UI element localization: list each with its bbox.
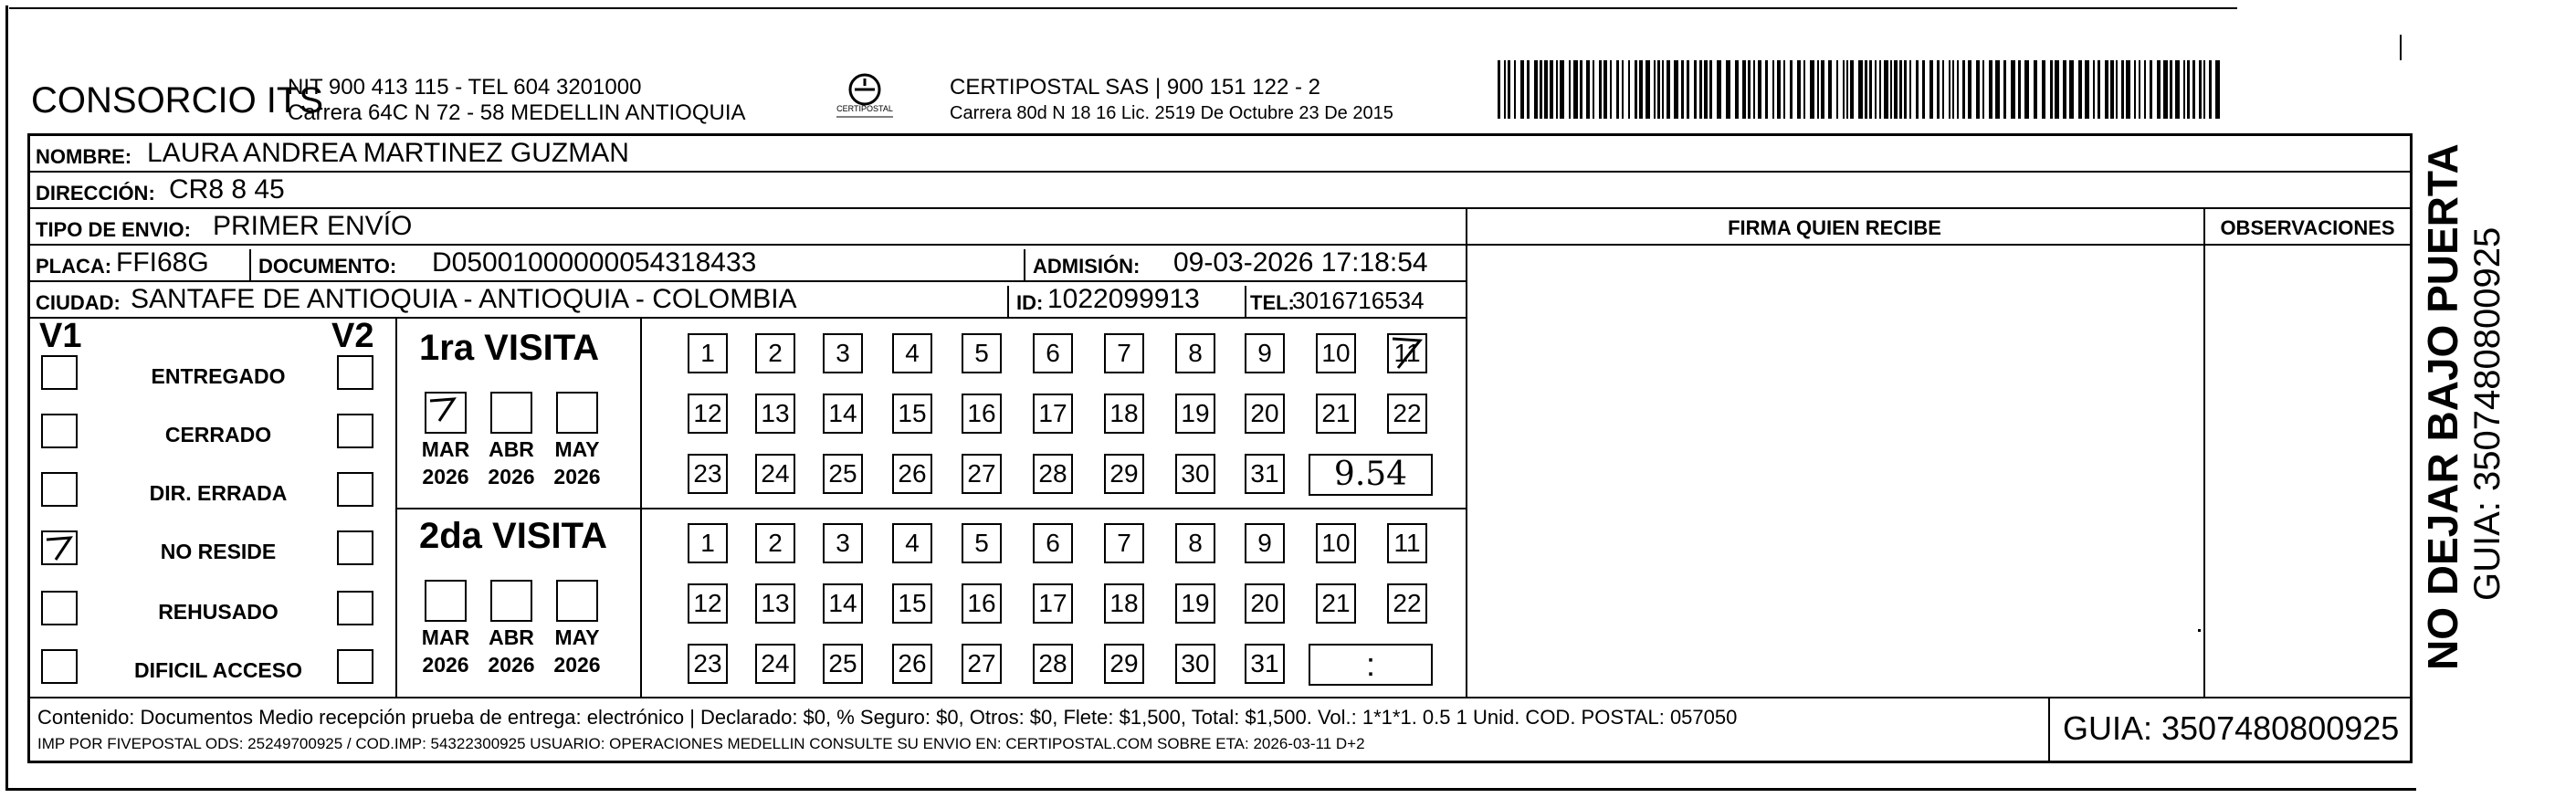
barcode-bar <box>1904 60 1907 119</box>
day-box[interactable]: 5 <box>962 333 1002 373</box>
status-label: ENTREGADO <box>151 364 286 388</box>
ciudad-value: SANTAFE DE ANTIOQUIA - ANTIOQUIA - COLOMBIA <box>131 284 797 314</box>
status-label: REHUSADO <box>158 600 279 624</box>
v1-checkbox[interactable] <box>41 355 78 390</box>
barcode-bar <box>2199 60 2202 119</box>
barcode-bar <box>2018 60 2021 119</box>
row-direccion <box>30 173 2410 209</box>
barcode-bar <box>2175 60 2180 119</box>
day-box[interactable]: 29 <box>1104 454 1144 494</box>
barcode-bar <box>1599 60 1602 119</box>
barcode-bar <box>1586 60 1590 119</box>
carrier-line-2: Carrera 80d N 18 16 Lic. 2519 De Octubre 23 De 2015 <box>950 103 1393 123</box>
barcode-bar <box>1884 60 1888 119</box>
barcode-bar <box>2042 60 2045 119</box>
barcode-bar <box>1879 60 1881 119</box>
day-box[interactable]: 26 <box>892 454 932 494</box>
day-box[interactable]: 21 <box>1316 394 1356 434</box>
v1-checkbox[interactable] <box>41 591 78 625</box>
barcode-bar <box>1520 60 1524 119</box>
barcode-bar <box>2050 60 2053 119</box>
barcode-bar <box>1846 60 1848 119</box>
day-box[interactable]: 2 <box>755 523 795 563</box>
barcode-bar <box>1909 60 1911 119</box>
day-box[interactable]: 23 <box>688 454 728 494</box>
barcode-bar <box>2150 60 2152 119</box>
day-box[interactable]: 20 <box>1245 583 1285 624</box>
id-value: 1022099913 <box>1047 284 1200 314</box>
barcode-bar <box>1681 60 1684 119</box>
footer-guia: GUIA: 3507480800925 <box>2063 709 2400 747</box>
barcode-bar <box>1645 60 1650 119</box>
barcode-bar <box>2011 60 2015 119</box>
day-box[interactable]: 9 <box>1245 333 1285 373</box>
logo-caption: CERTIPOSTAL <box>836 104 893 113</box>
v2-header: V2 <box>331 317 374 355</box>
day-box[interactable]: 18 <box>1104 394 1144 434</box>
company-line-1: NIT 900 413 115 - TEL 604 3201000 <box>288 75 642 100</box>
v2-checkbox[interactable] <box>337 414 373 448</box>
v2-checkbox[interactable] <box>337 530 373 565</box>
day-box[interactable]: 16 <box>962 583 1002 624</box>
side-warning: NO DEJAR BAJO PUERTA <box>2419 143 2466 670</box>
second-visit-title: 2da VISITA <box>419 516 607 556</box>
barcode-bar <box>1753 60 1755 119</box>
speck <box>2198 629 2201 632</box>
v2-checkbox[interactable] <box>337 591 373 625</box>
barcode-bar <box>2215 60 2220 119</box>
barcode-bar <box>2055 60 2059 119</box>
barcode-bar <box>1498 60 1500 119</box>
firma-header: FIRMA QUIEN RECIBE <box>1728 216 1941 239</box>
month-checkbox[interactable] <box>556 392 598 434</box>
day-box[interactable]: 1 <box>688 523 728 563</box>
footer-imp: IMP POR FIVEPOSTAL ODS: 25249700925 / COD.IMP: 54322300925 USUARIO: OPERACIONES MEDELLIN CONSULTE SU ENVIO EN: CERTIPOSTAL.COM SOBRE ETA: 2026-03-11 D+2 <box>37 735 1365 752</box>
barcode-bar <box>1622 60 1624 119</box>
barcode-bar <box>1937 60 1940 119</box>
barcode <box>1498 60 2228 119</box>
day-box[interactable]: 6 <box>1033 333 1073 373</box>
day-box[interactable]: 31 <box>1245 454 1285 494</box>
row-nombre <box>30 136 2410 173</box>
day-box[interactable]: 27 <box>962 644 1002 684</box>
day-box[interactable]: 3 <box>823 333 863 373</box>
barcode-bar <box>1674 60 1678 119</box>
day-box[interactable]: 2 <box>755 333 795 373</box>
barcode-bar <box>1628 60 1630 119</box>
day-box[interactable]: 16 <box>962 394 1002 434</box>
barcode-bar <box>1550 60 1553 119</box>
day-box[interactable]: 3 <box>823 523 863 563</box>
month-checkbox[interactable] <box>490 392 532 434</box>
barcode-bar <box>1843 60 1845 119</box>
barcode-bar <box>1544 60 1548 119</box>
barcode-bar <box>1952 60 1954 119</box>
tel-label: TEL: <box>1250 291 1295 314</box>
second-visit-time[interactable]: : <box>1309 644 1433 686</box>
barcode-bar <box>1573 60 1578 119</box>
row-ciudad <box>30 282 1466 319</box>
day-box[interactable]: 14 <box>823 583 863 624</box>
columns-header-rule <box>1466 244 2410 246</box>
month-checkbox[interactable] <box>425 392 467 434</box>
day-box[interactable]: 1 <box>688 333 728 373</box>
day-box[interactable]: 11 <box>1387 333 1427 373</box>
barcode-bar <box>1765 60 1768 119</box>
divider <box>1007 286 1009 319</box>
barcode-bar <box>1662 60 1664 119</box>
footer-contenido: Contenido: Documentos Medio recepción prueba de entrega: electrónico | Declarado: $0, % Seguro: $0, Otros: $0, Flete: $1,500, Total: $1,500. Vol.: 1*1*1. 0.5 1 Unid. COD. POSTAL: 057050 <box>37 706 1738 729</box>
barcode-bar <box>1869 60 1872 119</box>
barcode-bar <box>1797 60 1801 119</box>
barcode-bar <box>1508 60 1510 119</box>
first-visit-time[interactable]: 9.54 <box>1309 454 1433 496</box>
day-box[interactable]: 25 <box>823 454 863 494</box>
barcode-bar <box>1875 60 1877 119</box>
barcode-bar <box>1534 60 1538 119</box>
barcode-bar <box>1667 60 1670 119</box>
barcode-bar <box>1717 60 1721 119</box>
barcode-bar <box>2069 60 2074 119</box>
barcode-bar <box>1817 60 1819 119</box>
tipo-value: PRIMER ENVÍO <box>213 211 413 241</box>
corner-tick <box>2400 35 2402 60</box>
nombre-value: LAURA ANDREA MARTINEZ GUZMAN <box>147 138 629 168</box>
barcode-bar <box>2085 60 2089 119</box>
barcode-bar <box>1603 60 1607 119</box>
day-box[interactable]: 27 <box>962 454 1002 494</box>
barcode-bar <box>1810 60 1814 119</box>
status-label: DIR. ERRADA <box>149 481 288 505</box>
company-line-2: Carrera 64C N 72 - 58 MEDELLIN ANTIOQUIA <box>288 100 746 125</box>
visits-divider <box>395 508 1466 509</box>
day-box[interactable]: 11 <box>1387 523 1427 563</box>
barcode-bar <box>1865 60 1867 119</box>
day-box[interactable]: 25 <box>823 644 863 684</box>
barcode-bar <box>1527 60 1530 119</box>
first-visit-title: 1ra VISITA <box>419 328 600 368</box>
day-box[interactable]: 18 <box>1104 583 1144 624</box>
documento-label: DOCUMENTO: <box>258 255 397 278</box>
barcode-bar <box>1758 60 1761 119</box>
barcode-bar <box>2098 60 2100 119</box>
barcode-bar <box>1916 60 1919 119</box>
v2-checkbox[interactable] <box>337 649 373 684</box>
barcode-bar <box>2203 60 2205 119</box>
barcode-bar <box>2116 60 2118 119</box>
barcode-bar <box>1790 60 1793 119</box>
day-box[interactable]: 9 <box>1245 523 1285 563</box>
barcode-bar <box>1699 60 1702 119</box>
day-box[interactable]: 8 <box>1175 523 1215 563</box>
barcode-bar <box>1899 60 1902 119</box>
day-box[interactable]: 21 <box>1316 583 1356 624</box>
divider <box>1245 286 1246 319</box>
day-box[interactable]: 26 <box>892 644 932 684</box>
barcode-bar <box>1821 60 1824 119</box>
day-box[interactable]: 10 <box>1316 333 1356 373</box>
day-box[interactable]: 17 <box>1033 394 1073 434</box>
day-box[interactable]: 30 <box>1175 454 1215 494</box>
ciudad-label: CIUDAD: <box>36 291 121 314</box>
barcode-bar <box>1929 60 1933 119</box>
barcode-bar <box>1982 60 1984 119</box>
barcode-bar <box>2024 60 2029 119</box>
barcode-bar <box>2034 60 2037 119</box>
status-label: NO RESIDE <box>160 540 277 563</box>
observaciones-header: OBSERVACIONES <box>2220 216 2395 239</box>
barcode-bar <box>1995 60 2000 119</box>
month-checkbox[interactable] <box>490 580 532 622</box>
barcode-bar <box>1514 60 1516 119</box>
barcode-bar <box>1976 60 1980 119</box>
day-box[interactable]: 31 <box>1245 644 1285 684</box>
admision-value: 09-03-2026 17:18:54 <box>1173 247 1428 278</box>
v1-checkbox[interactable] <box>41 472 78 507</box>
day-box[interactable]: 8 <box>1175 333 1215 373</box>
nombre-label: NOMBRE: <box>36 145 132 168</box>
barcode-bar <box>1777 60 1781 119</box>
day-box[interactable]: 12 <box>688 394 728 434</box>
barcode-bar <box>1783 60 1785 119</box>
barcode-bar <box>1850 60 1854 119</box>
month-label: ABR 2026 <box>488 625 535 677</box>
barcode-bar <box>2209 60 2212 119</box>
barcode-bar <box>1580 60 1582 119</box>
barcode-bar <box>1858 60 1863 119</box>
day-box[interactable]: 4 <box>892 333 932 373</box>
barcode-bar <box>1890 60 1892 119</box>
barcode-bar <box>1803 60 1805 119</box>
barcode-bar <box>2187 60 2190 119</box>
row-placa <box>30 246 1466 282</box>
v1-checkbox[interactable] <box>41 649 78 684</box>
day-box[interactable]: 5 <box>962 523 1002 563</box>
row-tipo <box>30 209 1466 246</box>
status-label: CERRADO <box>164 423 272 446</box>
tipo-label: TIPO DE ENVIO: <box>36 218 191 241</box>
direccion-value: CR8 8 45 <box>169 174 285 205</box>
month-label: MAY 2026 <box>553 437 601 488</box>
barcode-bar <box>2134 60 2136 119</box>
observaciones-left-border <box>2203 209 2205 697</box>
barcode-bar <box>1962 60 1965 119</box>
month-label: MAR 2026 <box>421 437 470 488</box>
barcode-bar <box>1742 60 1746 119</box>
placa-value: FFI68G <box>116 247 209 278</box>
barcode-bar <box>1828 60 1832 119</box>
barcode-bar <box>2121 60 2124 119</box>
day-box[interactable]: 24 <box>755 644 795 684</box>
barcode-bar <box>1694 60 1697 119</box>
barcode-bar <box>1610 60 1612 119</box>
barcode-bar <box>1942 60 1944 119</box>
barcode-bar <box>2110 60 2114 119</box>
barcode-bar <box>2003 60 2006 119</box>
day-box[interactable]: 29 <box>1104 644 1144 684</box>
placa-label: PLACA: <box>36 255 112 278</box>
month-label: ABR 2026 <box>488 437 535 488</box>
company-name: CONSORCIO ITS <box>31 80 324 121</box>
day-box[interactable]: 7 <box>1104 333 1144 373</box>
barcode-bar <box>1922 60 1925 119</box>
firma-left-border <box>1466 209 1467 697</box>
day-box[interactable]: 23 <box>688 644 728 684</box>
delivery-form <box>27 133 2413 763</box>
day-box[interactable]: 22 <box>1387 394 1427 434</box>
id-label: ID: <box>1016 291 1044 314</box>
v1-checkbox[interactable] <box>41 530 78 565</box>
day-box[interactable]: 17 <box>1033 583 1073 624</box>
barcode-bar <box>1504 60 1506 119</box>
barcode-bar <box>2192 60 2195 119</box>
month-checkbox[interactable] <box>556 580 598 622</box>
barcode-bar <box>1748 60 1751 119</box>
barcode-bar <box>2078 60 2082 119</box>
certipostal-logo <box>833 69 897 124</box>
day-box[interactable]: 28 <box>1033 454 1073 494</box>
barcode-bar <box>1654 60 1656 119</box>
barcode-bar <box>2144 60 2146 119</box>
barcode-bar <box>2093 60 2095 119</box>
day-box[interactable]: 24 <box>755 454 795 494</box>
day-box[interactable]: 22 <box>1387 583 1427 624</box>
barcode-bar <box>2163 60 2168 119</box>
day-box[interactable]: 15 <box>892 583 932 624</box>
day-box[interactable]: 7 <box>1104 523 1144 563</box>
footer-guia-divider <box>2048 697 2050 761</box>
barcode-bar <box>1639 60 1643 119</box>
v2-checkbox[interactable] <box>337 355 373 390</box>
side-guia: GUIA: 3507480800925 <box>2467 226 2508 601</box>
barcode-bar <box>2183 60 2185 119</box>
barcode-bar <box>1949 60 1950 119</box>
status-label: DIFICIL ACCESO <box>133 658 302 682</box>
barcode-bar <box>1593 60 1594 119</box>
barcode-bar <box>1726 60 1730 119</box>
day-box[interactable]: 19 <box>1175 394 1215 434</box>
footer-top-rule <box>30 697 2410 698</box>
v1-header: V1 <box>39 317 82 355</box>
barcode-bar <box>1989 60 1992 119</box>
barcode-bar <box>2063 60 2066 119</box>
barcode-bar <box>2139 60 2140 119</box>
barcode-bar <box>1735 60 1739 119</box>
barcode-bar <box>1616 60 1619 119</box>
divider <box>249 249 251 282</box>
barcode-bar <box>1894 60 1898 119</box>
barcode-bar <box>1540 60 1542 119</box>
day-box[interactable]: 12 <box>688 583 728 624</box>
day-box[interactable]: 30 <box>1175 644 1215 684</box>
barcode-bar <box>1772 60 1774 119</box>
barcode-bar <box>1657 60 1660 119</box>
day-box[interactable]: 13 <box>755 394 795 434</box>
tel-value: 3016716534 <box>1292 287 1425 314</box>
v1-checkbox[interactable] <box>41 414 78 448</box>
divider <box>1024 249 1025 282</box>
admision-label: ADMISIÓN: <box>1033 255 1141 278</box>
v2-checkbox[interactable] <box>337 472 373 507</box>
carrier-line-1: CERTIPOSTAL SAS | 900 151 122 - 2 <box>950 75 1320 100</box>
barcode-bar <box>1836 60 1838 119</box>
day-box[interactable]: 20 <box>1245 394 1285 434</box>
barcode-bar <box>1704 60 1708 119</box>
barcode-bar <box>1957 60 1959 119</box>
barcode-bar <box>1560 60 1564 119</box>
month-checkbox[interactable] <box>425 580 467 622</box>
barcode-bar <box>1569 60 1571 119</box>
day-box[interactable]: 4 <box>892 523 932 563</box>
barcode-bar <box>1635 60 1637 119</box>
day-box[interactable]: 6 <box>1033 523 1073 563</box>
barcode-bar <box>2170 60 2172 119</box>
month-label: MAR 2026 <box>421 625 470 677</box>
barcode-bar <box>2126 60 2130 119</box>
barcode-bar <box>2105 60 2108 119</box>
documento-value: D05001000000054318433 <box>432 247 757 278</box>
day-box[interactable]: 28 <box>1033 644 1073 684</box>
day-box[interactable]: 15 <box>892 394 932 434</box>
day-box[interactable]: 10 <box>1316 523 1356 563</box>
barcode-bar <box>1968 60 1971 119</box>
barcode-bar <box>1556 60 1558 119</box>
day-box[interactable]: 19 <box>1175 583 1215 624</box>
barcode-bar <box>1687 60 1689 119</box>
direccion-label: DIRECCIÓN: <box>36 182 155 205</box>
month-label: MAY 2026 <box>553 625 601 677</box>
day-box[interactable]: 14 <box>823 394 863 434</box>
barcode-bar <box>1709 60 1712 119</box>
barcode-bar <box>2157 60 2161 119</box>
day-box[interactable]: 13 <box>755 583 795 624</box>
